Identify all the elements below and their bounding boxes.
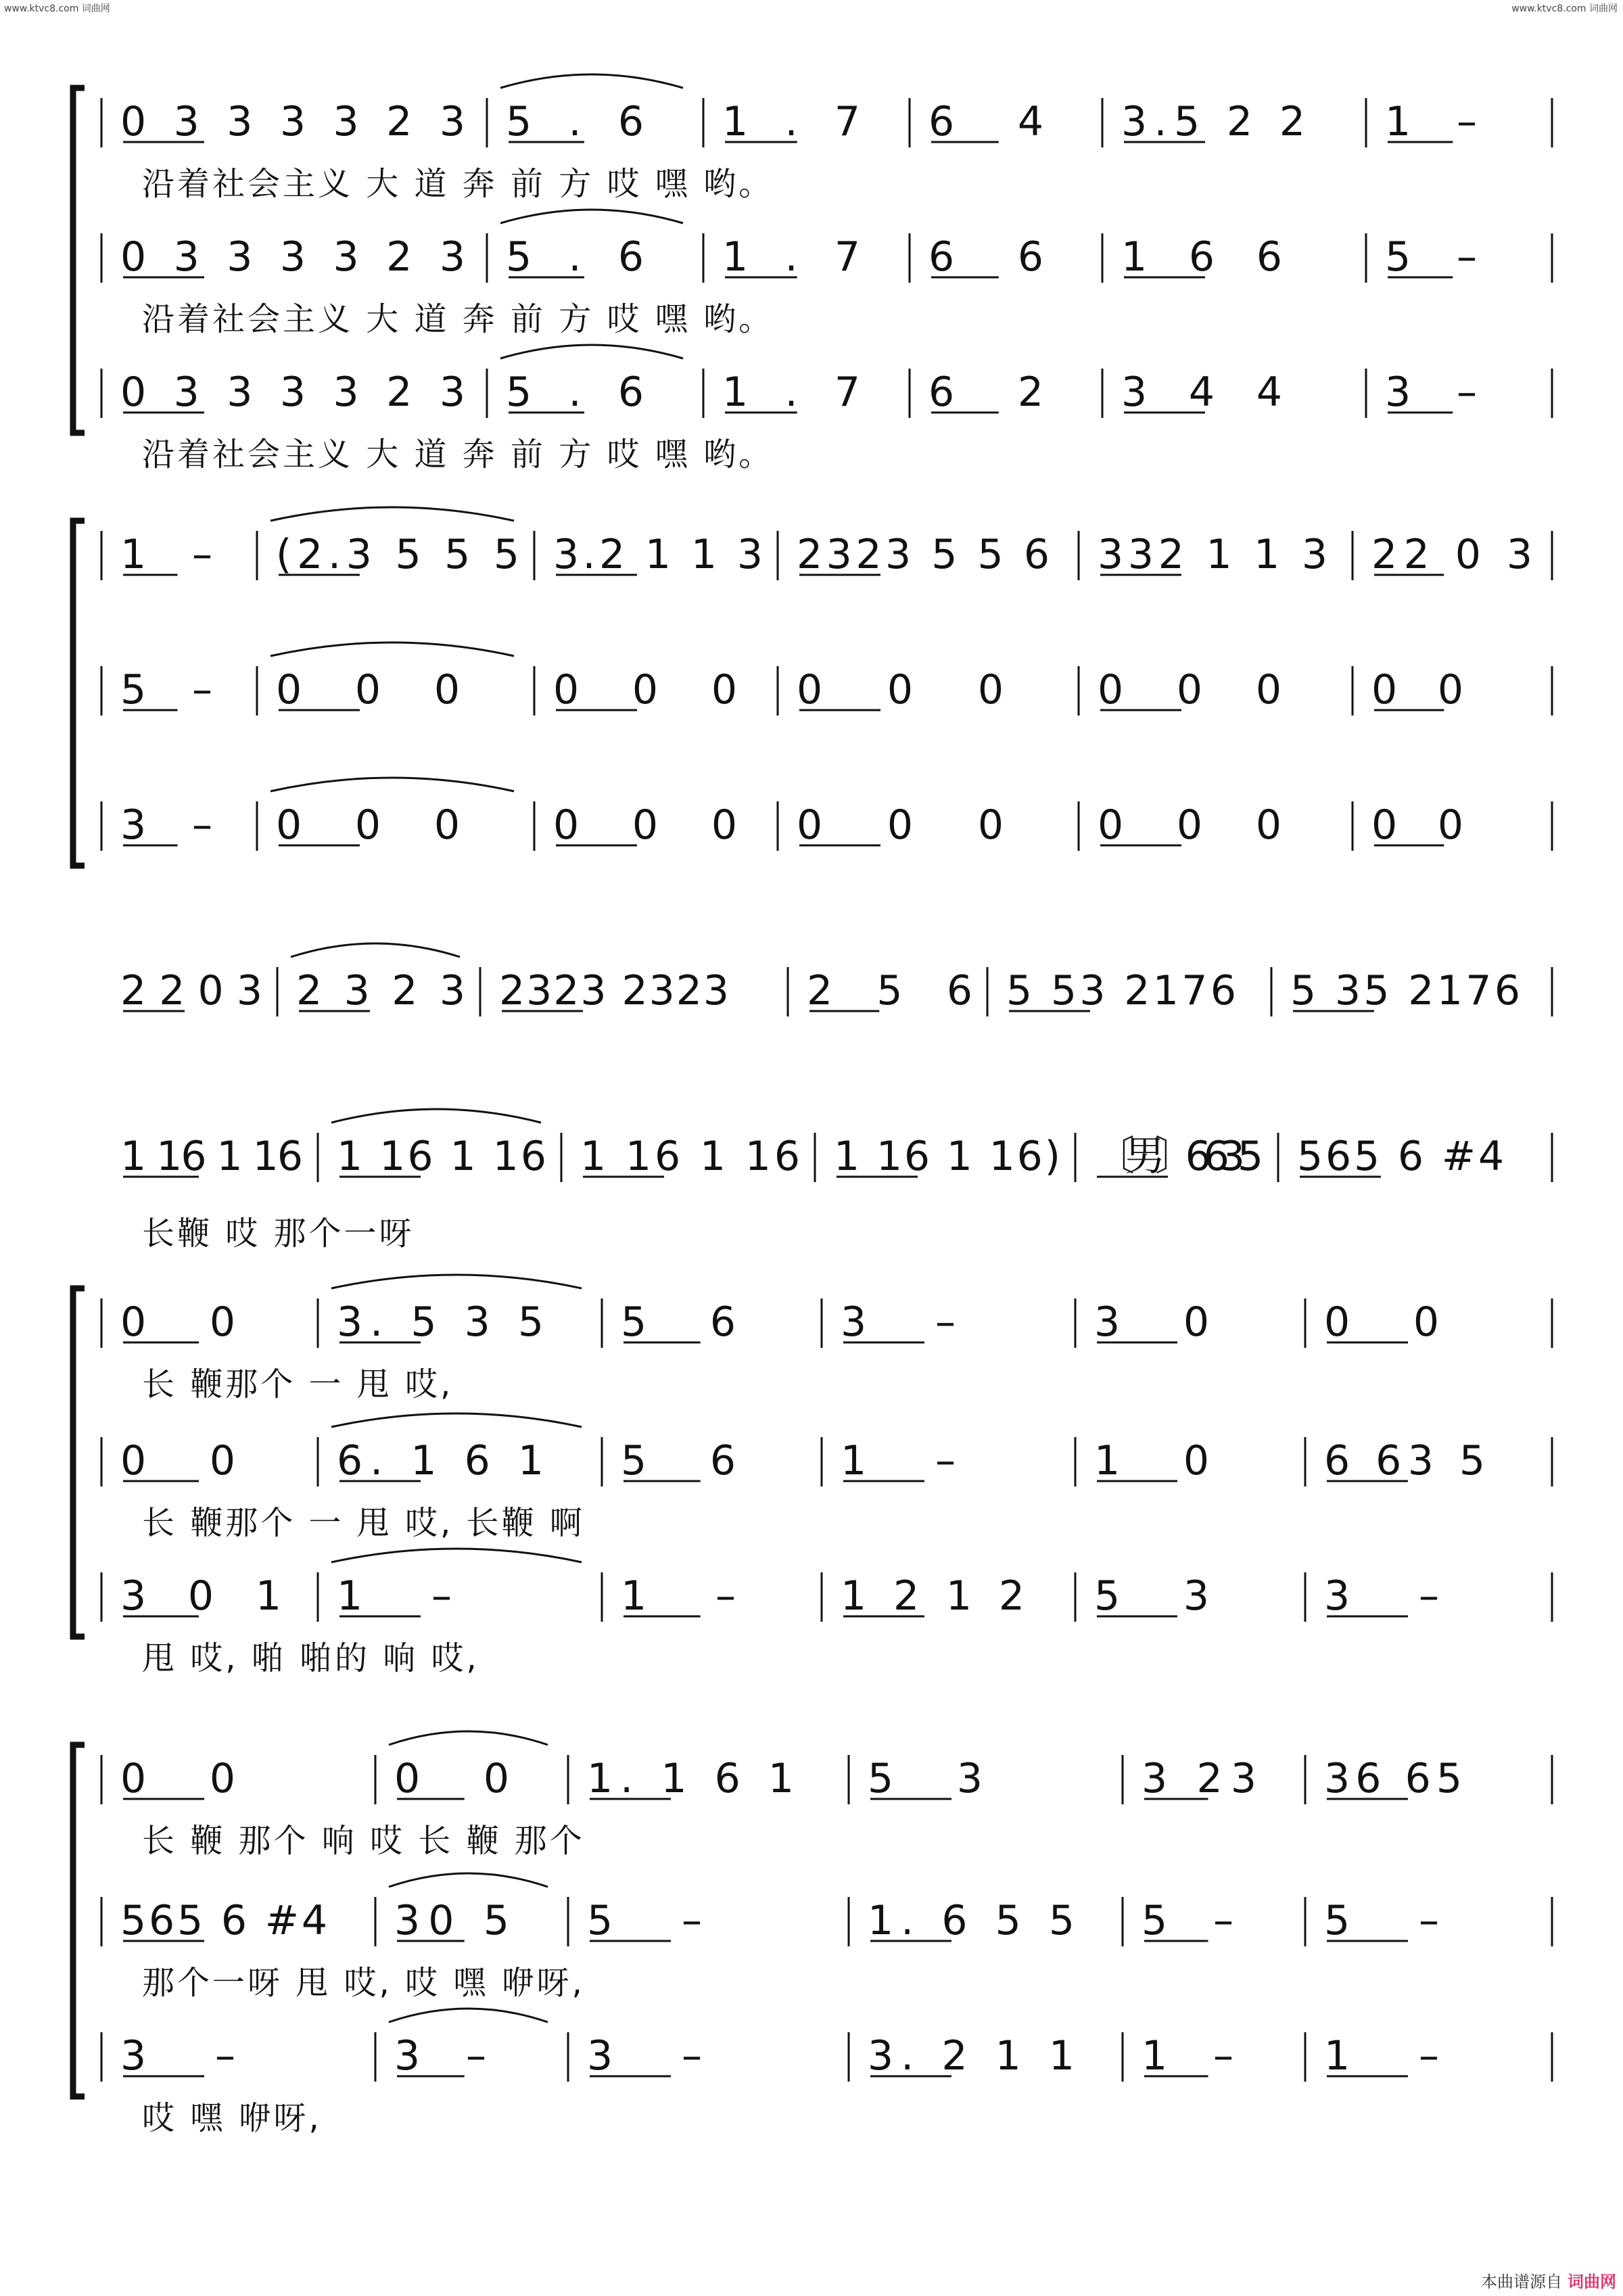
measure-6: 0 0 [1371,666,1463,713]
measure-2: 3 – [394,2032,486,2080]
measure-6: 6 63 5 [1324,1437,1485,1484]
measure-2: 3. 5 3 5 [337,1298,544,1346]
measure-1: 3 – [120,2032,235,2080]
lyric-line: 那个一呀 甩 哎, 哎 嘿 咿呀, [142,1964,585,2002]
measure-5: 5 – [1142,1897,1233,1944]
measure-4: 1 16 1 16) [834,1133,1060,1180]
measure-3: 0 0 0 [553,801,737,849]
measure-5: 1 0 [1094,1437,1209,1484]
measure-5: 3 4 4 [1121,369,1282,416]
header-right-watermark: www.ktvc8.com 词曲网 [1511,3,1618,14]
measure-2: 1 – [337,1572,452,1620]
measure-6: 5 – [1385,233,1477,281]
footer-brand: 词曲网 [1568,2272,1616,2291]
measure-6: 3 – [1385,369,1477,416]
slur-arc [389,2009,548,2022]
measure-1: 0 3 3 3 3 2 3 [120,98,465,145]
measure-3: 3.2 1 1 3 [553,531,763,578]
measure-4: 5 3 [868,1755,983,1802]
measure-1: 0 0 [120,1298,235,1346]
measure-5: 1 – [1142,2032,1233,2080]
measure-2: (2.3 5 5 5 [276,531,519,578]
measure-2: 2 3 2 3 [296,967,465,1014]
measure-6: 5 – [1324,1897,1439,1944]
measure-4: 1 – [841,1437,956,1484]
measure-3: 5 6 [621,1298,736,1346]
measure-2: 5 . 6 [506,233,644,281]
measure-4: 3 – [841,1298,956,1346]
slur-arc [331,1275,582,1288]
measure-3: 1 – [621,1572,736,1620]
measure-1: 0 0 [120,1755,235,1802]
measure-1: 5 – [120,666,212,713]
measure-5: 1 6 6 [1121,233,1282,281]
measure-6: 565 6 #4 [1297,1133,1504,1180]
measure-5: 5 3 [1094,1572,1209,1620]
slur-arc [500,74,683,88]
measure-2: 5 . 6 [506,98,644,145]
header-left-watermark: www.ktvc8.com 词曲网 [4,3,110,14]
measure-1: 3 – [120,801,212,849]
slur-arc [270,507,514,521]
lyric-line: 沿着社会主义 大 道 奔 前 方 哎 嘿 哟。 [142,300,774,338]
measure-3: 5 6 [621,1437,736,1484]
measure-5: 332 1 1 3 [1098,531,1327,578]
measure-4: 3. 2 1 1 [868,2032,1075,2080]
measure-5: 3 23 [1142,1755,1256,1802]
measure-4: 6 4 [928,98,1043,145]
system-6 [73,1731,1552,2137]
measure-5: 3.5 2 2 [1121,98,1305,145]
measure-6: 36 65 [1324,1755,1462,1802]
measure-5: 〔男〕6 63 5 [1094,1133,1263,1180]
measure-1: 0 3 3 3 3 2 3 [120,369,465,416]
measure-3: 2323 2323 [499,967,729,1014]
measure-1: 3 0 1 [120,1572,281,1620]
measure-6: 3 – [1324,1572,1439,1620]
lyric-line: 沿着社会主义 大 道 奔 前 方 哎 嘿 哟。 [142,436,774,473]
lyric-line: 哎 嘿 咿呀, [142,2099,322,2137]
lyric-line: 长鞭 哎 那个一呀 [142,1215,415,1252]
system-bracket [73,521,85,866]
measure-3: 3 – [587,2032,702,2080]
lyric-line: 长 鞭 那个 响 哎 长 鞭 那个 [142,1822,585,1860]
measure-3: 1 . 7 [722,98,860,145]
slur-arc [389,1873,548,1887]
measure-4: 1. 6 5 5 [868,1897,1075,1944]
system-1 [73,74,1552,473]
slur-arc [331,1109,541,1123]
measure-4: 2 5 6 [807,967,972,1014]
measure-5: 0 0 0 [1098,666,1281,713]
measure-2: 30 5 [394,1897,509,1944]
measure-5: 0 0 0 [1098,801,1281,849]
measure-3: 0 0 0 [553,666,737,713]
measure-4: 2323 5 5 6 [797,531,1050,578]
system-bracket [73,1288,85,1637]
measure-6: 22 0 3 [1371,531,1532,578]
measure-2: 0 0 [394,1755,509,1802]
measure-3: 1 16 1 16 [580,1133,800,1180]
measure-2: 5 . 6 [506,369,644,416]
measure-5: 3 0 [1094,1298,1209,1346]
measure-6: 1 – [1324,2032,1439,2080]
measure-1: 1 – [120,531,212,578]
slur-arc [500,345,683,358]
measure-3: 1 . 7 [722,369,860,416]
measure-4: 6 6 [928,233,1043,281]
lyric-line: 长 鞭那个 一 甩 哎, [142,1365,454,1403]
measure-1: 565 6 #4 [120,1897,327,1944]
measure-2: 0 0 0 [276,801,460,849]
measure-4: 6 2 [928,369,1043,416]
measure-6: 5 35 2176 [1290,967,1520,1014]
lyric-line: 长 鞭那个 一 甩 哎, 长鞭 啊 [142,1504,585,1542]
slur-arc [331,1413,582,1427]
system-bracket [73,1745,85,2096]
measure-4: 0 0 0 [797,801,1004,849]
slur-arc [331,1549,582,1562]
slur-arc [270,778,514,791]
measure-2: 0 0 0 [276,666,460,713]
system-4 [120,1109,1552,1252]
measure-2: 1 16 1 16 [337,1133,546,1180]
measure-1: 2 2 0 3 [120,967,262,1014]
system-5 [73,1275,1552,1677]
slur-arc [270,642,514,656]
system-2 [73,507,1552,866]
measure-3: 1 . 7 [722,233,860,281]
measure-1: 0 0 [120,1437,235,1484]
footer-source [1481,2268,1616,2292]
lyric-line: 甩 哎, 啪 啪的 响 哎, [142,1639,479,1677]
lyric-line: 沿着社会主义 大 道 奔 前 方 哎 嘿 哟。 [142,165,774,203]
measure-1: 1 16 1 16 [120,1133,303,1180]
system-bracket [73,88,85,433]
measure-4: 0 0 0 [797,666,1004,713]
system-3 [120,943,1552,1016]
slur-arc [500,210,683,223]
measure-6: 1 – [1385,98,1477,145]
footer-source-text: 本曲谱源自 [1481,2272,1562,2291]
measure-6: 0 0 [1324,1298,1439,1346]
measure-3: 1. 1 6 1 [587,1755,794,1802]
measure-2: 6. 1 6 1 [337,1437,544,1484]
measure-5: 5 53 2176 [1006,967,1236,1014]
measure-6: 0 0 [1371,801,1463,849]
slur-arc [389,1731,548,1745]
measure-1: 0 3 3 3 3 2 3 [120,233,465,281]
slur-arc [291,943,460,957]
measure-4: 1 2 1 2 [841,1572,1025,1620]
measure-3: 5 – [587,1897,702,1944]
